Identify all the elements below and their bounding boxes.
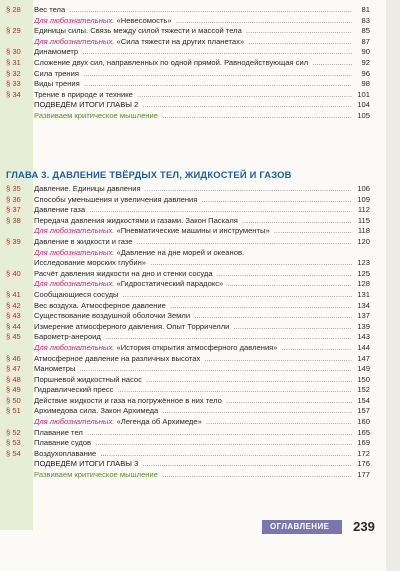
entry-title: Манометры bbox=[34, 364, 76, 374]
entry-title: Барометр-анероид bbox=[34, 332, 101, 342]
entry-page-number: 125 bbox=[352, 269, 370, 280]
section-number: § 28 bbox=[6, 5, 21, 14]
entry-page-number: 123 bbox=[352, 258, 370, 269]
entry-page-number: 128 bbox=[352, 279, 370, 290]
entry-title-container bbox=[34, 343, 352, 354]
entry-title: Давление газа bbox=[34, 205, 86, 215]
toc-entry bbox=[0, 184, 370, 195]
entry-title: Для любознательных. «Давление на дне морей и океанов. bbox=[34, 247, 245, 257]
toc-entry bbox=[0, 428, 370, 439]
toc-entry bbox=[0, 269, 370, 280]
entry-title: Расчёт давления жидкости на дно и стенки сосуда bbox=[34, 268, 213, 278]
entry-title: Передача давления жидкостями и газами. Закон Паскаля bbox=[34, 215, 238, 225]
chapter-heading: ГЛАВА 3. ДАВЛЕНИЕ ТВЁРДЫХ ТЕЛ, ЖИДКОСТЕЙ И ГАЗОВ bbox=[6, 169, 292, 180]
section-number: § 52 bbox=[6, 427, 21, 437]
section-number: § 35 bbox=[6, 184, 21, 193]
entry-title: Вес тела bbox=[34, 5, 66, 14]
entry-title-container bbox=[34, 216, 352, 227]
section-number: § 40 bbox=[6, 268, 21, 278]
toc-entry bbox=[0, 47, 370, 58]
entry-page-number: 149 bbox=[352, 364, 370, 375]
entry-title: Давление в жидкости и газе bbox=[34, 236, 133, 246]
toc-entry bbox=[0, 279, 370, 290]
page-edge bbox=[386, 0, 400, 571]
entry-title: Трение в природе и технике bbox=[34, 89, 133, 99]
toc-entry bbox=[0, 16, 370, 27]
entry-title: Способы уменьшения и увеличения давления bbox=[34, 194, 198, 204]
entry-title-container bbox=[34, 26, 352, 37]
entry-page-number: 85 bbox=[352, 26, 370, 37]
toc-entry bbox=[0, 100, 370, 111]
entry-page-number: 134 bbox=[352, 301, 370, 312]
entry-page-number: 118 bbox=[352, 226, 370, 237]
fun-label: Для любознательных. bbox=[34, 417, 117, 427]
entry-title-container bbox=[34, 184, 352, 195]
toc-entry bbox=[0, 90, 370, 101]
entry-title-container bbox=[34, 258, 352, 269]
section-number: § 50 bbox=[6, 395, 21, 405]
section-number: § 53 bbox=[6, 438, 21, 448]
entry-title: Для любознательных. «Невесомость» bbox=[34, 15, 172, 25]
section-number: § 49 bbox=[6, 385, 21, 395]
entry-title-container bbox=[34, 428, 352, 439]
entry-title-container bbox=[34, 417, 352, 428]
entry-title: Единицы силы. Связь между силой тяжести и массой тела bbox=[34, 26, 242, 36]
entry-title-container bbox=[34, 47, 352, 58]
entry-page-number: 115 bbox=[352, 216, 370, 227]
entry-page-number: 83 bbox=[352, 16, 370, 27]
toc-entry bbox=[0, 237, 370, 248]
section-number: § 43 bbox=[6, 311, 21, 321]
entry-title: Сила трения bbox=[34, 68, 79, 78]
entry-title: Давление. Единицы давления bbox=[34, 184, 141, 193]
entry-title: Для любознательных. «Сила тяжести на других планетах» bbox=[34, 36, 245, 46]
entry-page-number: 154 bbox=[352, 396, 370, 407]
entry-title: ПОДВЕДЁМ ИТОГИ ГЛАВЫ 2 bbox=[34, 100, 139, 110]
toc-chapter-list bbox=[0, 184, 370, 481]
toc-entry bbox=[0, 396, 370, 407]
entry-page-number: 81 bbox=[352, 5, 370, 16]
entry-title-container bbox=[34, 226, 352, 237]
entry-title: Архимедова сила. Закон Архимеда bbox=[34, 406, 159, 416]
fun-label: Для любознательных. bbox=[34, 279, 117, 289]
entry-title-container bbox=[34, 90, 352, 101]
entry-title-container bbox=[34, 16, 352, 27]
entry-title-container bbox=[34, 237, 352, 248]
entry-title: Развиваем критическое мышление bbox=[34, 470, 158, 480]
entry-title-container bbox=[34, 438, 352, 449]
toc-entry bbox=[0, 322, 370, 333]
entry-title: Для любознательных. «Гидростатический парадокс» bbox=[34, 279, 224, 289]
entry-page-number: 104 bbox=[352, 100, 370, 111]
toc-entry bbox=[0, 226, 370, 237]
entry-page-number: 101 bbox=[352, 90, 370, 101]
toc-entry bbox=[0, 248, 370, 259]
section-number: § 34 bbox=[6, 89, 21, 99]
toc-entry bbox=[0, 290, 370, 301]
section-number: § 33 bbox=[6, 79, 21, 89]
entry-page-number: 106 bbox=[352, 184, 370, 195]
toc-entry bbox=[0, 195, 370, 206]
entry-page-number: 165 bbox=[352, 428, 370, 439]
entry-title-container bbox=[34, 449, 352, 460]
section-number: § 36 bbox=[6, 194, 21, 204]
entry-title: Атмосферное давление на различных высотах bbox=[34, 353, 201, 363]
entry-page-number: 96 bbox=[352, 69, 370, 80]
section-number: § 30 bbox=[6, 47, 21, 57]
entry-page-number: 150 bbox=[352, 375, 370, 386]
entry-title: Сообщающиеся сосуды bbox=[34, 289, 119, 299]
section-number: § 46 bbox=[6, 353, 21, 363]
entry-page-number: 157 bbox=[352, 406, 370, 417]
entry-title: Плавание тел bbox=[34, 427, 83, 437]
entry-page-number: 87 bbox=[352, 37, 370, 48]
entry-title-container bbox=[34, 111, 352, 122]
section-number: § 32 bbox=[6, 68, 21, 78]
toc-entry bbox=[0, 364, 370, 375]
entry-title-container bbox=[34, 301, 352, 312]
section-number: § 47 bbox=[6, 364, 21, 374]
entry-title-container bbox=[34, 279, 352, 290]
entry-page-number: 109 bbox=[352, 195, 370, 206]
entry-title-container bbox=[34, 5, 352, 16]
entry-title: Для любознательных. «Легенда об Архимеде» bbox=[34, 417, 202, 427]
entry-page-number: 176 bbox=[352, 459, 370, 470]
toc-entry bbox=[0, 301, 370, 312]
entry-page-number: 152 bbox=[352, 385, 370, 396]
entry-page-number: 131 bbox=[352, 290, 370, 301]
toc-entry bbox=[0, 258, 370, 269]
entry-page-number: 137 bbox=[352, 311, 370, 322]
entry-page-number: 160 bbox=[352, 417, 370, 428]
entry-title-container bbox=[34, 396, 352, 407]
entry-title-container bbox=[34, 459, 352, 470]
toc-entry bbox=[0, 375, 370, 386]
entry-page-number: 144 bbox=[352, 343, 370, 354]
fun-label: Для любознательных. bbox=[34, 15, 117, 25]
page-number: 239 bbox=[342, 518, 386, 536]
entry-page-number: 139 bbox=[352, 322, 370, 333]
toc-entry bbox=[0, 311, 370, 322]
entry-page-number: 90 bbox=[352, 47, 370, 58]
entry-title-container bbox=[34, 354, 352, 365]
entry-title-container bbox=[34, 332, 352, 343]
section-number: § 54 bbox=[6, 448, 21, 458]
entry-title-container bbox=[34, 406, 352, 417]
entry-title: Измерение атмосферного давления. Опыт Торричелли bbox=[34, 321, 230, 331]
fun-label: Для любознательных. bbox=[34, 226, 117, 236]
entry-page-number: 143 bbox=[352, 332, 370, 343]
entry-title: Исследование морских глубин» bbox=[34, 258, 146, 268]
entry-title-container bbox=[34, 79, 352, 90]
section-number: § 41 bbox=[6, 289, 21, 299]
entry-title-container bbox=[34, 311, 352, 322]
entry-page-number: 177 bbox=[352, 470, 370, 481]
entry-title-container bbox=[34, 205, 352, 216]
fun-label: Для любознательных. bbox=[34, 36, 117, 46]
toc-entry bbox=[0, 111, 370, 122]
entry-title-container bbox=[34, 470, 352, 481]
section-number: § 31 bbox=[6, 57, 21, 67]
toc-entry bbox=[0, 205, 370, 216]
fun-label: Для любознательных. bbox=[34, 247, 117, 257]
toc-entry bbox=[0, 79, 370, 90]
entry-title: Плавание судов bbox=[34, 438, 92, 448]
entry-page-number: 172 bbox=[352, 449, 370, 460]
entry-page-number: 112 bbox=[352, 205, 370, 216]
entry-title: Развиваем критическое мышление bbox=[34, 110, 158, 120]
section-number: § 44 bbox=[6, 321, 21, 331]
section-number: § 51 bbox=[6, 406, 21, 416]
toc-entry bbox=[0, 5, 370, 16]
toc-entry bbox=[0, 354, 370, 365]
entry-title: Воздухоплавание bbox=[34, 448, 97, 458]
section-number: § 37 bbox=[6, 205, 21, 215]
entry-title-container bbox=[34, 385, 352, 396]
toc-entry bbox=[0, 58, 370, 69]
entry-title: Поршневой жидкостный насос bbox=[34, 374, 142, 384]
toc-entry bbox=[0, 470, 370, 481]
section-number: § 29 bbox=[6, 26, 21, 36]
entry-title-container bbox=[34, 375, 352, 386]
entry-title-container bbox=[34, 69, 352, 80]
entry-page-number: 105 bbox=[352, 111, 370, 122]
entry-page-number: 98 bbox=[352, 79, 370, 90]
toc-top-list bbox=[0, 5, 370, 122]
entry-page-number: 147 bbox=[352, 354, 370, 365]
entry-title-container bbox=[34, 364, 352, 375]
entry-title: ПОДВЕДЁМ ИТОГИ ГЛАВЫ 3 bbox=[34, 459, 139, 469]
entry-title: Вес воздуха. Атмосферное давление bbox=[34, 300, 166, 310]
toc-entry bbox=[0, 385, 370, 396]
entry-page-number: 92 bbox=[352, 58, 370, 69]
toc-entry bbox=[0, 332, 370, 343]
entry-title: Существование воздушной оболочки Земли bbox=[34, 311, 191, 321]
entry-title-container bbox=[34, 290, 352, 301]
entry-title-container bbox=[34, 322, 352, 333]
entry-title: Динамометр bbox=[34, 47, 79, 57]
entry-title-container bbox=[34, 58, 352, 69]
toc-entry bbox=[0, 343, 370, 354]
entry-title: Для любознательных. «История открытия атмосферного давления» bbox=[34, 342, 278, 352]
toc-entry bbox=[0, 37, 370, 48]
section-number: § 42 bbox=[6, 300, 21, 310]
fun-label: Для любознательных. bbox=[34, 342, 117, 352]
entry-page-number: 169 bbox=[352, 438, 370, 449]
section-number: § 38 bbox=[6, 215, 21, 225]
entry-title-container bbox=[34, 195, 352, 206]
toc-entry bbox=[0, 406, 370, 417]
toc-entry bbox=[0, 26, 370, 37]
toc-entry bbox=[0, 449, 370, 460]
entry-title-container bbox=[34, 269, 352, 280]
toc-entry bbox=[0, 69, 370, 80]
toc-entry bbox=[0, 459, 370, 470]
section-number: § 45 bbox=[6, 332, 21, 342]
section-number: § 39 bbox=[6, 236, 21, 246]
entry-page-number: 120 bbox=[352, 237, 370, 248]
entry-title-container bbox=[34, 100, 352, 111]
entry-title: Для любознательных. «Пневматические машины и инструменты» bbox=[34, 226, 270, 236]
entry-title: Виды трения bbox=[34, 79, 80, 89]
entry-title-container bbox=[34, 37, 352, 48]
toc-entry bbox=[0, 438, 370, 449]
toc-entry bbox=[0, 216, 370, 227]
footer-section-label: ОГЛАВЛЕНИЕ bbox=[270, 522, 330, 531]
toc-entry bbox=[0, 417, 370, 428]
entry-title-container bbox=[34, 248, 352, 259]
entry-title: Сложение двух сил, направленных по одной прямой. Равнодействующая сил bbox=[34, 57, 309, 67]
section-number: § 48 bbox=[6, 374, 21, 384]
entry-title: Гидравлический пресс bbox=[34, 385, 114, 395]
entry-title: Действие жидкости и газа на погружённое в них тело bbox=[34, 395, 222, 405]
